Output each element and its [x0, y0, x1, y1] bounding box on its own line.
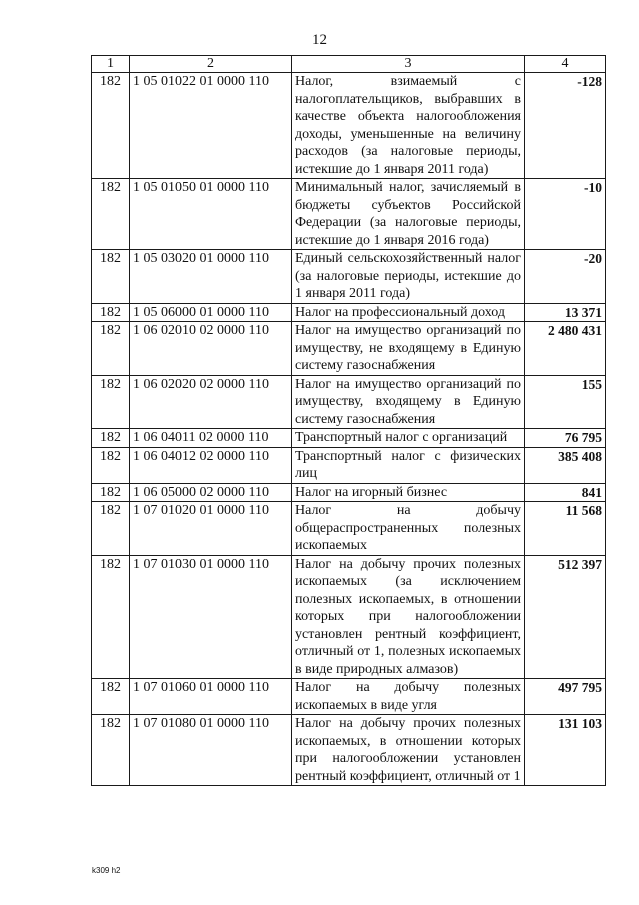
- admin-code-cell: 182: [92, 250, 130, 304]
- column-header-1: 1: [92, 56, 130, 73]
- revenue-name-cell: Транспортный налог с организаций: [292, 429, 525, 448]
- revenue-name-cell: Налог на игорный бизнес: [292, 483, 525, 502]
- revenue-name-cell: Минимальный налог, зачисляемый в бюджеты субъектов Российской Федерации (за налоговые периоды, истекшие до 1 января 2016 года): [292, 179, 525, 250]
- admin-code-cell: 182: [92, 375, 130, 429]
- amount-cell: 155: [525, 375, 606, 429]
- table-row: [92, 483, 606, 502]
- admin-code-cell: 182: [92, 322, 130, 376]
- budget-code-cell: 1 06 04011 02 0000 110: [130, 429, 292, 448]
- admin-code-cell: 182: [92, 679, 130, 715]
- table-row: [92, 447, 606, 483]
- admin-code-cell: 182: [92, 502, 130, 556]
- table-row: [92, 375, 606, 429]
- budget-code-cell: 1 07 01030 01 0000 110: [130, 555, 292, 679]
- budget-code-cell: 1 07 01080 01 0000 110: [130, 715, 292, 786]
- revenue-name-cell: Налог на имущество организаций по имуществу, входящему в Единую систему газоснабжения: [292, 375, 525, 429]
- budget-code-cell: 1 07 01060 01 0000 110: [130, 679, 292, 715]
- revenue-name-cell: Налог на добычу полезных ископаемых в виде угля: [292, 679, 525, 715]
- budget-code-cell: 1 05 01022 01 0000 110: [130, 73, 292, 179]
- revenue-name-cell: Налог на добычу прочих полезных ископаемых (за исключением полезных ископаемых, в отношении которых при налогообложении установлен рентный коэффициент, отличный от 1, полезных ископаемых в виде природных алмазов): [292, 555, 525, 679]
- revenue-name-cell: Налог на добычу прочих полезных ископаемых, в отношении которых при налогообложении установлен рентный коэффициент, отличный от 1: [292, 715, 525, 786]
- budget-code-cell: 1 06 02010 02 0000 110: [130, 322, 292, 376]
- table-row: [92, 555, 606, 679]
- table-row: [92, 250, 606, 304]
- admin-code-cell: 182: [92, 303, 130, 322]
- table-row: [92, 679, 606, 715]
- amount-cell: -10: [525, 179, 606, 250]
- amount-cell: 11 568: [525, 502, 606, 556]
- amount-cell: 131 103: [525, 715, 606, 786]
- budget-code-cell: 1 05 03020 01 0000 110: [130, 250, 292, 304]
- header-row: [92, 56, 606, 73]
- amount-cell: -20: [525, 250, 606, 304]
- amount-cell: 385 408: [525, 447, 606, 483]
- revenue-name-cell: Транспортный налог с физических лиц: [292, 447, 525, 483]
- column-header-4: 4: [525, 56, 606, 73]
- admin-code-cell: 182: [92, 73, 130, 179]
- amount-cell: 13 371: [525, 303, 606, 322]
- amount-cell: 512 397: [525, 555, 606, 679]
- admin-code-cell: 182: [92, 429, 130, 448]
- amount-cell: 841: [525, 483, 606, 502]
- admin-code-cell: 182: [92, 179, 130, 250]
- budget-code-cell: 1 06 04012 02 0000 110: [130, 447, 292, 483]
- page-number: 12: [312, 32, 327, 48]
- table-row: [92, 303, 606, 322]
- revenue-name-cell: Налог на имущество организаций по имуществу, не входящему в Единую систему газоснабжения: [292, 322, 525, 376]
- table-row: [92, 429, 606, 448]
- budget-code-cell: 1 07 01020 01 0000 110: [130, 502, 292, 556]
- admin-code-cell: 182: [92, 715, 130, 786]
- column-header-2: 2: [130, 56, 292, 73]
- budget-code-cell: 1 05 01050 01 0000 110: [130, 179, 292, 250]
- column-header-3: 3: [292, 56, 525, 73]
- amount-cell: -128: [525, 73, 606, 179]
- admin-code-cell: 182: [92, 447, 130, 483]
- budget-code-cell: 1 05 06000 01 0000 110: [130, 303, 292, 322]
- budget-code-cell: 1 06 05000 02 0000 110: [130, 483, 292, 502]
- table-row: [92, 179, 606, 250]
- table-row: [92, 322, 606, 376]
- table-row: [92, 715, 606, 786]
- document-footer-code: k309 h2: [92, 866, 121, 875]
- admin-code-cell: 182: [92, 483, 130, 502]
- revenue-name-cell: Налог, взимаемый с налогоплательщиков, выбравших в качестве объекта налогообложения доходы, уменьшенные на величину расходов (за налоговые периоды, истекшие до 1 января 2011 года): [292, 73, 525, 179]
- table-row: [92, 73, 606, 179]
- amount-cell: 76 795: [525, 429, 606, 448]
- table-row: [92, 502, 606, 556]
- amount-cell: 2 480 431: [525, 322, 606, 376]
- revenue-name-cell: Единый сельскохозяйственный налог (за налоговые периоды, истекшие до 1 января 2011 года): [292, 250, 525, 304]
- admin-code-cell: 182: [92, 555, 130, 679]
- amount-cell: 497 795: [525, 679, 606, 715]
- budget-code-cell: 1 06 02020 02 0000 110: [130, 375, 292, 429]
- revenue-name-cell: Налог на добычу общераспространенных полезных ископаемых: [292, 502, 525, 556]
- revenue-table: [91, 55, 606, 786]
- revenue-name-cell: Налог на профессиональный доход: [292, 303, 525, 322]
